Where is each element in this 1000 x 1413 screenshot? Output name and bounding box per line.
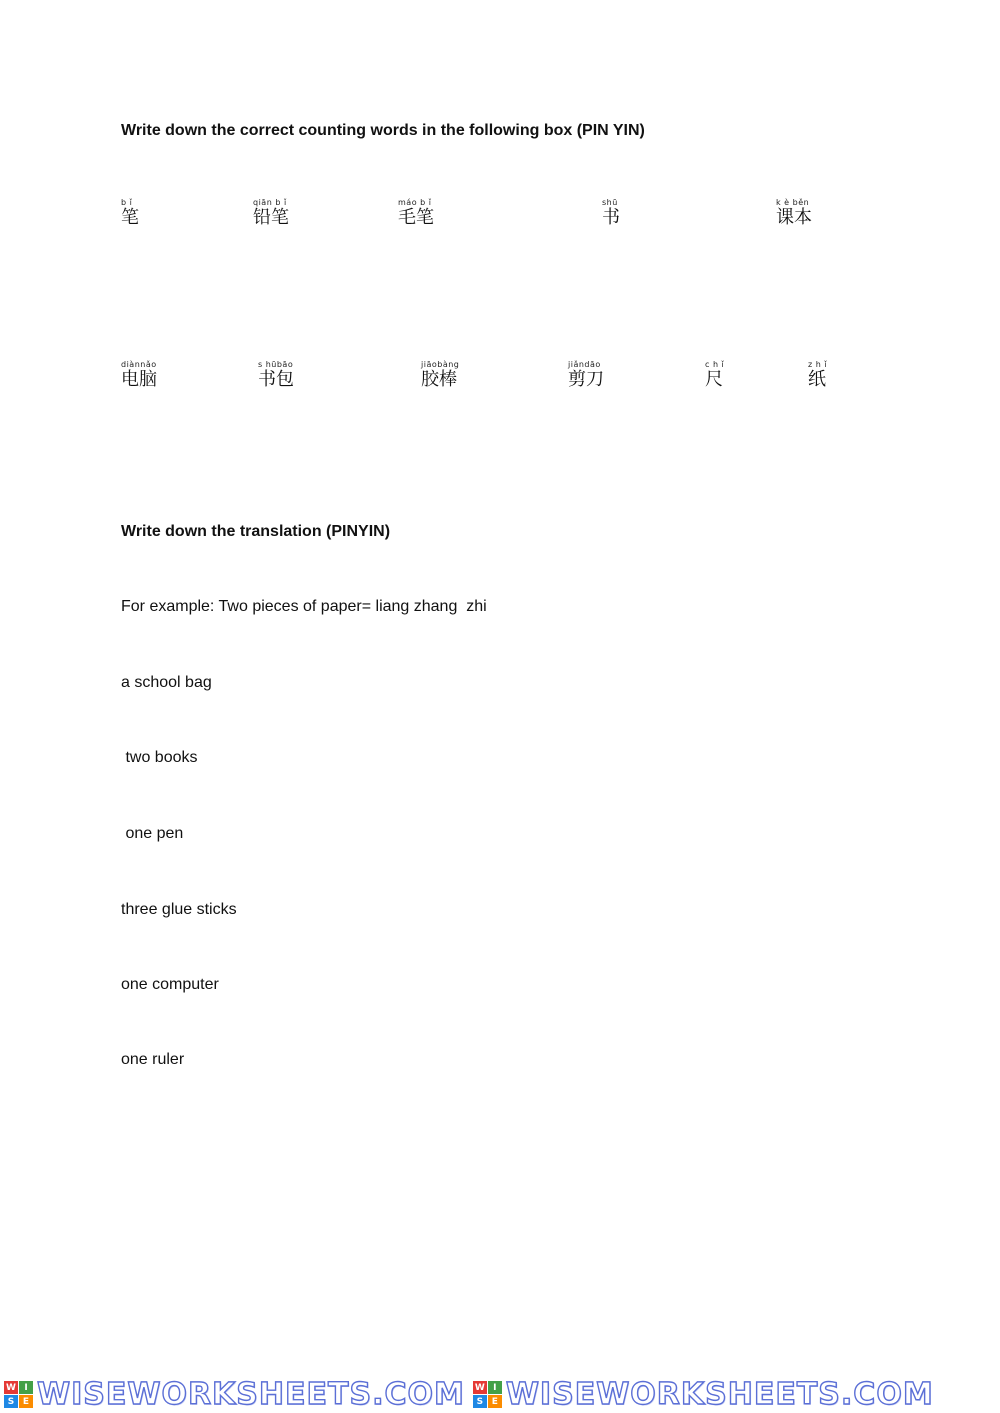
hanzi-label: 笔 <box>121 207 139 228</box>
hanzi-label: 电脑 <box>121 369 157 390</box>
pinyin-label: z h ǐ <box>808 360 828 369</box>
hanzi-label: 纸 <box>808 369 826 390</box>
footer-watermark <box>0 1376 1000 1413</box>
word-jiaobang <box>421 360 459 391</box>
list-item: one computer <box>121 976 219 993</box>
word-zhi <box>808 360 827 391</box>
pinyin-label: shū <box>602 198 618 207</box>
logo-letter: E <box>488 1395 502 1408</box>
word-qianbi <box>253 198 289 229</box>
pinyin-label: jiāobàng <box>421 360 460 369</box>
hanzi-label: 胶棒 <box>421 369 457 390</box>
logo-letter: S <box>473 1395 487 1408</box>
hanzi-label: 剪刀 <box>568 369 604 390</box>
list-item: a school bag <box>121 674 212 691</box>
watermark-group <box>473 1377 934 1412</box>
wise-logo-icon <box>4 1381 33 1408</box>
list-item: three glue sticks <box>121 901 237 918</box>
pinyin-label: máo b ǐ <box>398 198 432 207</box>
word-maobi <box>398 198 434 229</box>
watermark-group <box>4 1377 465 1412</box>
word-shu <box>602 198 620 229</box>
brand-text: WISEWORKSHEETS.COM <box>37 1377 465 1412</box>
hanzi-label: 书包 <box>258 369 294 390</box>
word-bi <box>121 198 139 229</box>
hanzi-label: 书 <box>602 207 620 228</box>
section-2-heading: Write down the translation (PINYIN) <box>121 523 391 540</box>
word-jiandao <box>568 360 604 391</box>
word-shubao <box>258 360 294 391</box>
hanzi-label: 毛笔 <box>398 207 434 228</box>
list-item: two books <box>121 749 198 766</box>
hanzi-label: 铅笔 <box>253 207 289 228</box>
pinyin-label: qiān b ǐ <box>253 198 287 207</box>
word-chi <box>705 360 724 391</box>
pinyin-label: b ǐ <box>121 198 133 207</box>
logo-letter: W <box>473 1381 487 1394</box>
logo-letter: E <box>19 1395 33 1408</box>
pinyin-label: diànnǎo <box>121 360 157 369</box>
brand-text: WISEWORKSHEETS.COM <box>505 1377 934 1412</box>
hanzi-label: 尺 <box>705 369 723 390</box>
word-diannao <box>121 360 157 391</box>
wise-logo-icon <box>473 1381 502 1408</box>
pinyin-label: jiǎndāo <box>568 360 601 369</box>
hanzi-label: 课本 <box>776 207 812 228</box>
list-item: one pen <box>121 825 184 842</box>
word-keben <box>776 198 812 229</box>
logo-letter: I <box>488 1381 502 1394</box>
logo-letter: W <box>4 1381 18 1394</box>
pinyin-label: c h ǐ <box>705 360 725 369</box>
pinyin-label: s hūbāo <box>258 360 294 369</box>
section-1-heading: Write down the correct counting words in the following box (PIN YIN) <box>121 122 645 139</box>
example-line: For example: Two pieces of paper= liang zhang zhi <box>121 598 487 615</box>
list-item: one ruler <box>121 1051 185 1068</box>
logo-letter: I <box>19 1381 33 1394</box>
logo-letter: S <box>4 1395 18 1408</box>
pinyin-label: k è běn <box>776 198 810 207</box>
